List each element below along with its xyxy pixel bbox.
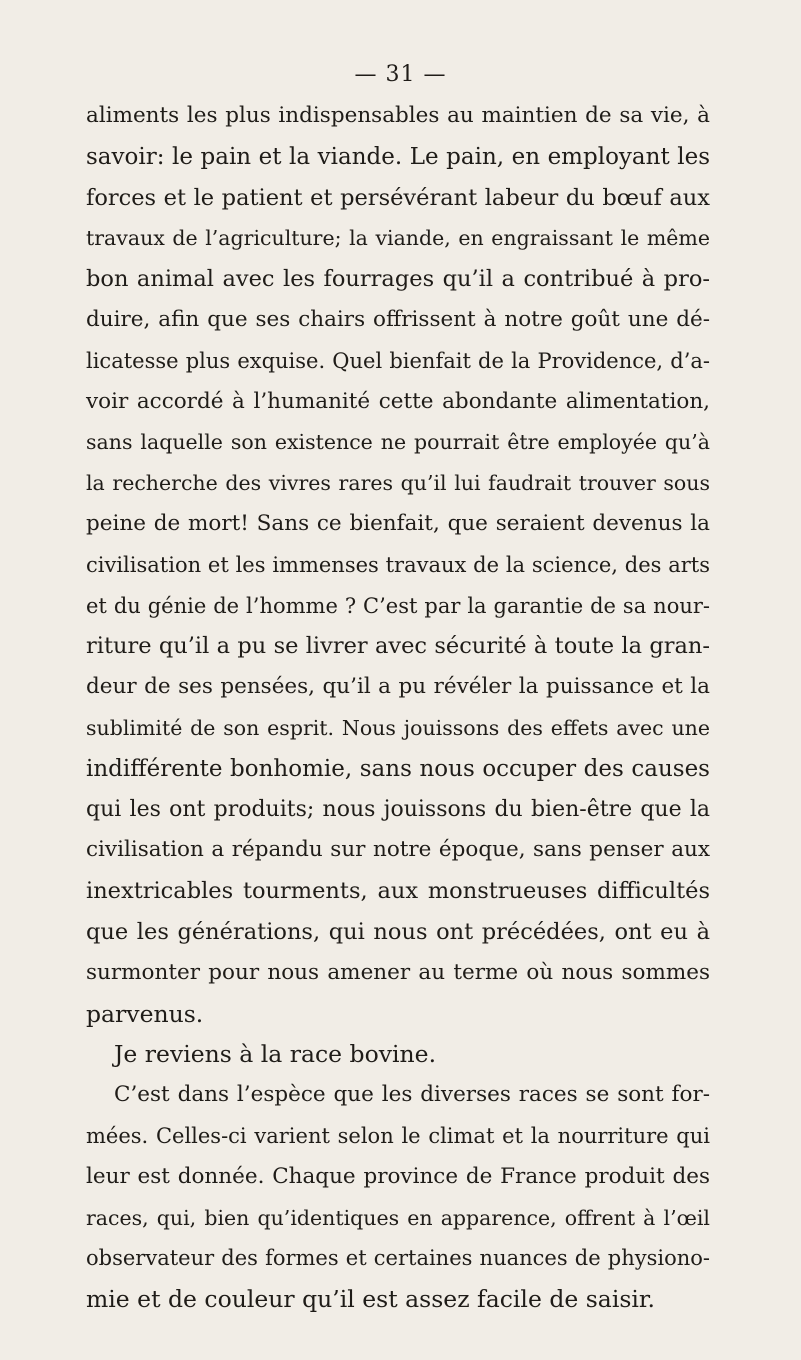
- text-line: parvenus.: [86, 999, 204, 1028]
- body-text: [86, 96, 710, 1320]
- text-line: travaux de l’agriculture; la viande, en engraissant le même: [86, 226, 710, 251]
- text-line: bon animal avec les fourrages qu’il a contribué à pro-: [86, 266, 710, 293]
- text-line: mées. Celles-ci varient selon le climat et la nourriture qui: [86, 1123, 710, 1148]
- text-line: deur de ses pensées, qu’il a pu révéler la puissance et la: [86, 674, 710, 700]
- text-line: qui les ont produits; nous jouissons du bien-être que la: [86, 796, 710, 822]
- text-line: la recherche des vivres rares qu’il lui faudrait trouver sous: [86, 471, 710, 496]
- text-line: savoir: le pain et la viande. Le pain, en employant les: [86, 143, 710, 170]
- text-line: civilisation a répandu sur notre époque, sans penser aux: [86, 837, 710, 863]
- text-line: sublimité de son esprit. Nous jouissons des effets avec une: [86, 715, 710, 740]
- text-line: forces et le patient et persévérant labeur du bœuf aux: [86, 184, 710, 211]
- text-line: et du génie de l’homme ? C’est par la garantie de sa nour-: [86, 593, 710, 618]
- text-line: riture qu’il a pu se livrer avec sécurité à toute la gran-: [86, 633, 710, 660]
- text-line: licatesse plus exquise. Quel bienfait de la Providence, d’a-: [86, 348, 710, 373]
- paragraph-start-line: Je reviens à la race bovine.: [114, 1040, 437, 1069]
- text-line: aliments les plus indispensables au maintien de sa vie, à: [86, 103, 710, 128]
- text-line: civilisation et les immenses travaux de la science, des arts: [86, 552, 710, 577]
- text-line: leur est donnée. Chaque province de France produit des: [86, 1163, 710, 1189]
- text-line: peine de mort! Sans ce bienfait, que seraient devenus la: [86, 510, 710, 536]
- text-line: sans laquelle son existence ne pourrait être employée qu’à: [86, 430, 710, 455]
- text-line: que les générations, qui nous ont précédées, ont eu à: [86, 918, 710, 945]
- text-line: duire, afin que ses chairs offrissent à notre goût une dé-: [86, 306, 710, 332]
- text-line: surmonter pour nous amener au terme où nous sommes: [86, 959, 710, 985]
- text-line: voir accordé à l’humanité cette abondante alimentation,: [86, 388, 710, 414]
- paragraph-start-line: C’est dans l’espèce que les diverses races se sont for-: [114, 1082, 710, 1108]
- text-line: inextricables tourments, aux monstrueuses difficultés: [86, 878, 710, 905]
- text-line: observateur des formes et certaines nuances de physiono-: [86, 1246, 710, 1271]
- page-number: — 31 —: [354, 62, 447, 87]
- text-line: races, qui, bien qu’identiques en apparence, offrent à l’œil: [86, 1205, 710, 1230]
- text-line: indifférente bonhomie, sans nous occuper des causes: [86, 755, 710, 782]
- text-line: mie et de couleur qu’il est assez facile de saisir.: [86, 1285, 656, 1314]
